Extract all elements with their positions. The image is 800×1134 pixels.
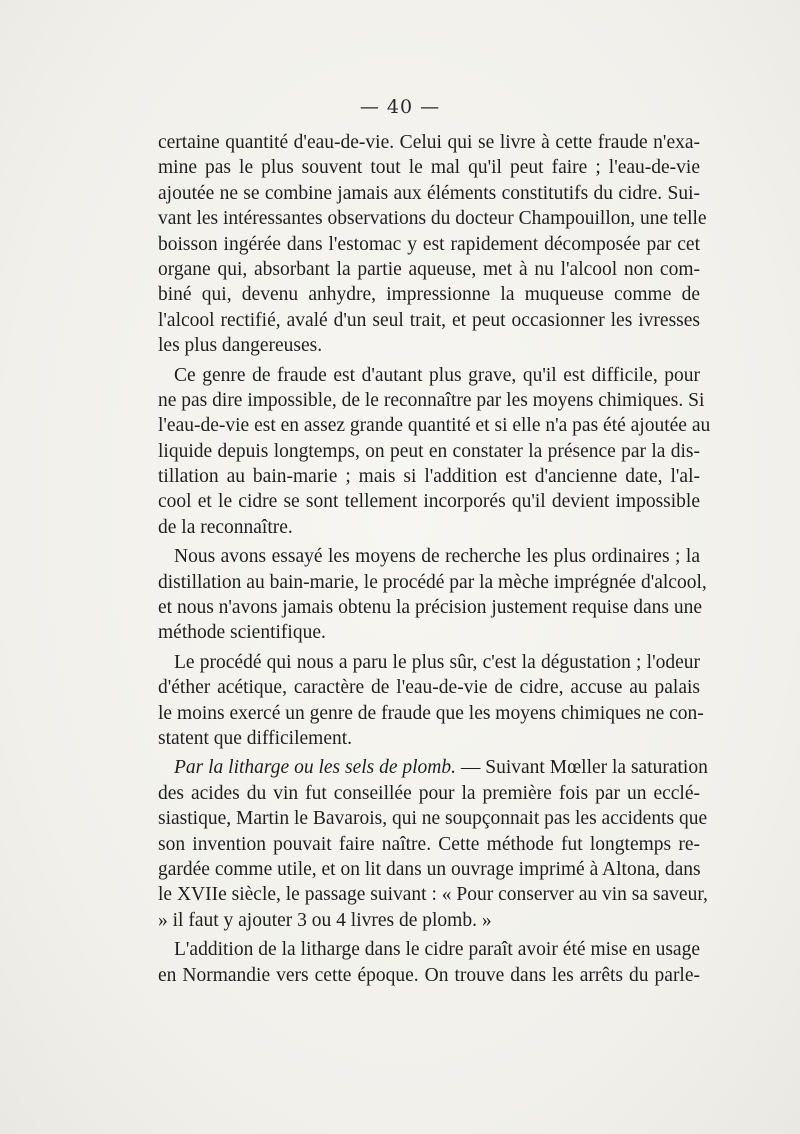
text-line: L'addition de la litharge dans le cidre paraît avoir été mise en usage [174,939,700,961]
text-line: l'eau-de-vie est en assez grande quantité et si elle n'a pas été ajoutée au [158,415,711,437]
text-line: certaine quantité d'eau-de-vie. Celui qui se livre à cette fraude n'exa- [158,132,700,153]
text-line: biné qui, devenu anhydre, impressionne la muqueuse comme de [158,284,700,306]
text-line: le moins exercé un genre de fraude que les moyens chimiques ne con- [158,702,704,724]
text-line: et nous n'avons jamais obtenu la précision justement requise dans une [158,597,702,619]
text-line: siastique, Martin le Bavarois, qui ne soupçonnait pas les accidents que [158,808,708,830]
text-line: son invention pouvait faire naître. Cette méthode fut longtemps re- [158,833,700,855]
text-line: liquide depuis longtemps, on peut en constater la présence par la dis- [158,440,700,462]
text-line: Ce genre de fraude est d'autant plus grave, qu'il est difficile, pour [174,364,700,386]
text-line: » il faut y ajouter 3 ou 4 livres de plomb. » [158,909,492,931]
text-line: d'éther acétique, caractère de l'eau-de-vie de cidre, accuse au palais [158,677,700,699]
paragraph-6 [158,937,700,988]
text-line: les plus dangereuses. [158,335,323,357]
text-line: ne pas dire impossible, de le reconnaître par les moyens chimiques. Si [158,389,705,411]
text-line: vant les intéressantes observations du docteur Champouillon, une telle [158,208,707,230]
text-line: organe qui, absorbant la partie aqueuse, met à nu l'alcool non com- [158,258,700,280]
text-line [158,755,708,780]
text-line: mine pas le plus souvent tout le mal qu'il peut faire ; l'eau-de-vie [158,157,700,179]
text-line: distillation au bain-marie, le procédé par la mèche imprégnée d'alcool, [158,571,707,593]
text-line: gardée comme utile, et on lit dans un ouvrage imprimé à Altona, dans [158,858,701,880]
text-line: statent que difficilement. [158,727,353,749]
text-line: ajoutée ne se combine jamais aux éléments constitutifs du cidre. Sui- [158,182,700,204]
text-line: méthode scientifique. [158,622,326,644]
paragraph-5 [158,755,708,933]
text-line: des acides du vin fut conseillée pour la première fois par un ecclé- [158,782,700,804]
paragraph-2 [158,363,711,541]
body-text [158,130,711,992]
paragraph-4 [158,650,704,752]
text-line: cool et le cidre se sont tellement incorporés qu'il devient impossible [158,491,700,513]
text-line: l'alcool rectifié, avalé d'un seul trait, et peut occasionner les ivresses [158,309,700,331]
page-number: — 40 — [359,96,441,118]
paragraph-3 [158,544,707,646]
section-heading: Par la litharge ou les sels de plomb. [174,757,457,779]
text-line: tillation au bain-marie ; mais si l'addition est d'ancienne date, l'al- [158,466,700,488]
text-line: en Normandie vers cette époque. On trouve dans les arrêts du parle- [158,964,700,986]
text-line: Nous avons essayé les moyens de recherche les plus ordinaires ; la [174,546,700,568]
paragraph-1 [158,130,707,359]
text-line: le XVIIe siècle, le passage suivant : « Pour conserver au vin sa saveur, [158,884,708,906]
text-line: boisson ingérée dans l'estomac y est rapidement décomposée par cet [158,233,700,255]
text-line: de la reconnaître. [158,516,293,538]
text-line: Le procédé qui nous a paru le plus sûr, c'est la dégustation ; l'odeur [174,651,700,673]
heading-continuation: — Suivant Mœller la saturation [456,757,708,779]
